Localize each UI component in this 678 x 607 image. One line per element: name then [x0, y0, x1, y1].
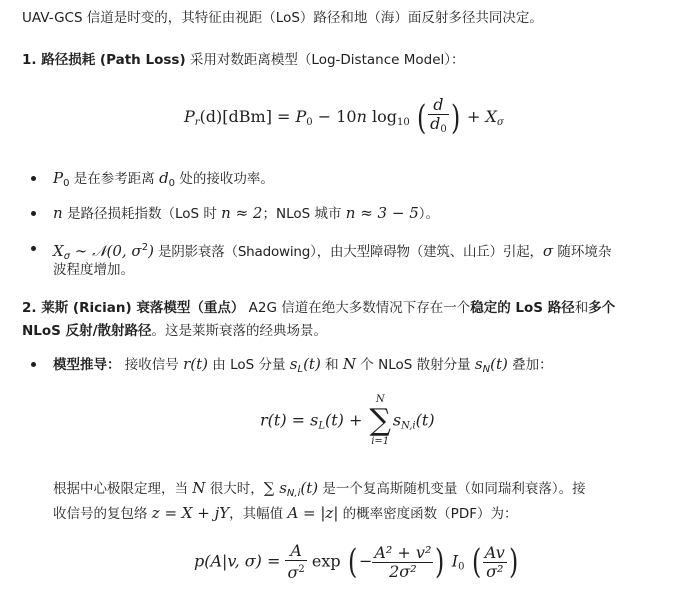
p-m4: A = |z|: [287, 504, 339, 522]
b2-math: n: [53, 204, 63, 222]
b1-text-a: 是在参考距离: [69, 171, 160, 187]
eq3-i-sub: 0: [458, 561, 465, 573]
section2-title: 2. 莱斯 (Rician) 衰落模型（重点）: [22, 300, 245, 316]
eq3-neg: −: [358, 551, 373, 571]
p-line2-a: 收信号的复包络: [53, 506, 152, 522]
p-m3: z = X + jY: [151, 504, 230, 522]
eq2-term-sub: N,i: [401, 420, 416, 432]
eq3-frac1: [285, 542, 306, 582]
b1-math: P: [53, 169, 64, 187]
b4-m2: s: [289, 355, 298, 373]
p-b: 很大时，: [205, 481, 264, 497]
p-c: 是一个复高斯随机变量（如同瑞利衰落）。接: [318, 481, 586, 497]
section2-strong2: 多个: [588, 300, 616, 316]
eq1-lhs-sub: r: [194, 117, 200, 128]
eq2-lhs: r(t) = s: [260, 410, 319, 430]
b4-m1: r(t): [183, 355, 208, 373]
eq1-log-sub: 10: [396, 117, 410, 128]
p-e: 的概率密度函数（PDF）为：: [338, 506, 518, 522]
b4-m4: s: [474, 355, 483, 373]
b3-math-sub: σ: [63, 251, 71, 262]
eq3-i: I: [451, 551, 459, 571]
p-m1: N: [192, 479, 206, 497]
eq3-f3-num: Av: [484, 542, 505, 562]
b2-math2: n ≈ 2: [221, 204, 263, 222]
eq1-p0: P: [295, 107, 307, 126]
bullet-p0: [53, 168, 274, 194]
clt-paragraph-cont: [53, 503, 517, 524]
eq1-num: d: [428, 96, 449, 115]
b3-math-sup: 2: [141, 242, 149, 253]
b4-text-a: 接收信号: [120, 357, 184, 373]
eq1-n: n: [356, 107, 367, 126]
signal-sum-equation: [260, 394, 435, 448]
b4-m4-rest: (t): [490, 355, 508, 373]
eq3-f1-num: A: [285, 542, 306, 561]
b4-m2-sub: L: [297, 364, 304, 375]
p-m2-rest: (t): [300, 479, 319, 497]
clt-paragraph: [53, 478, 586, 504]
b4-text-d: 个 NLoS 散射分量: [356, 357, 475, 373]
eq3-lhs: p(A|v, σ) =: [194, 551, 286, 571]
b1-math-sub: 0: [63, 178, 70, 189]
section1-desc: 采用对数距离模型（Log-Distance Model）：: [185, 52, 465, 68]
b1-math2-sub: 0: [168, 178, 176, 189]
b4-text-b: 由 LoS 分量: [208, 357, 290, 373]
eq1-x-sub: σ: [496, 117, 504, 128]
p-m2: ∑ s: [263, 479, 287, 497]
section2-heading: [22, 298, 615, 318]
b4-text-c: 和: [320, 357, 343, 373]
b2-math3: n ≈ 3 − 5: [345, 204, 419, 222]
eq2-lhs-rest: (t) +: [325, 410, 368, 430]
eq2-lhs-sub: L: [318, 420, 325, 432]
eq1-den: d: [430, 114, 441, 133]
bullet-shadowing-cont: [53, 260, 134, 280]
sum-operator: [370, 394, 391, 448]
intro-text: [22, 8, 543, 28]
eq1-den-sub: 0: [440, 124, 447, 135]
eq3-frac2: [372, 544, 433, 581]
section1-heading: [22, 50, 465, 70]
eq2-term-rest: (t): [415, 410, 435, 430]
b1-math2: d: [159, 169, 169, 187]
eq1-minus: − 10: [312, 107, 357, 126]
b1-text-b: 处的接收功率。: [175, 171, 274, 187]
b2-text-c: ）。: [418, 206, 439, 222]
eq1-x: X: [485, 107, 497, 126]
eq1-plus: +: [461, 107, 486, 126]
bullet-model-derivation: [53, 354, 553, 380]
bullet-dot: [31, 362, 36, 367]
eq3-f2-num: A² + v²: [374, 542, 432, 562]
b3-line2: 波程度增加。: [53, 262, 134, 278]
b3-math: X: [53, 242, 64, 260]
p-d: ，其幅值: [229, 506, 288, 522]
p-m2-sub: N,i: [286, 488, 301, 499]
sum-sigma: ∑: [369, 403, 391, 438]
sum-upper: N: [375, 394, 385, 405]
b2-text-a: 是路径损耗指数（LoS 时: [62, 206, 222, 222]
section2-mid: 和: [574, 300, 589, 316]
eq3-f1-den: σ: [287, 563, 299, 582]
b4-label: 模型推导：: [53, 357, 121, 373]
intro-sentence: UAV-GCS 信道是时变的，其特征由视距（LoS）路径和地（海）面反射多径共同决定。: [22, 10, 543, 26]
rician-pdf-equation: p(A|v, σ) = $\frac{A}{\sigma^2}$ exp ( − $\frac{\text{A² + v²}}{\text{2σ²}}$ ) I0 ( $\frac{Av}{\text{σ²}}$ ): [194, 541, 519, 582]
section2-line2-bold: NLoS 反射/散射路径: [22, 323, 152, 339]
eq1-log: log: [366, 107, 397, 126]
eq3-f2-den: 2σ²: [389, 561, 417, 581]
b3-math-end: ): [148, 242, 154, 260]
b4-m3: N: [342, 355, 357, 373]
b4-text-e: 叠加：: [507, 357, 553, 373]
b4-m2-rest: (t): [303, 355, 321, 373]
b3-text-b: 随环境杂: [553, 244, 612, 260]
bullet-dot: [31, 211, 36, 216]
section2-heading-cont: [22, 321, 327, 341]
p-a: 根据中心极限定理，当: [53, 481, 193, 497]
eq3-exp: exp: [306, 551, 341, 571]
eq1-fraction: [428, 96, 449, 139]
section1-title: 1. 路径损耗 (Path Loss): [22, 52, 186, 68]
eq2-term: s: [392, 410, 402, 430]
eq1-arg: (d)[dBm] =: [199, 107, 296, 126]
b4-m4-sub: N: [482, 364, 491, 375]
eq3-f1-den-sup: 2: [298, 564, 305, 575]
section2-desc: A2G 信道在绝大多数情况下存在一个: [244, 300, 471, 316]
path-loss-equation: $P_r(d)[dBm] = P0 - 10n$ log10 ( $\frac{d}{d0}$ ) + $X_\sigma$: [184, 95, 504, 138]
b3-math-rest: ∼ 𝒩(0, σ: [70, 242, 142, 260]
bullet-dot: [31, 176, 36, 181]
eq3-frac3: [483, 544, 507, 581]
b2-text-b: ；NLoS 城市: [262, 206, 346, 222]
eq1-p0-sub: 0: [306, 117, 313, 128]
section2-strong1: 稳定的 LoS 路径: [470, 300, 575, 316]
b3-math2: σ: [542, 242, 554, 260]
section2-line2-rest: 。这是莱斯衰落的经典场景。: [151, 323, 328, 339]
eq3-f3-den: σ²: [486, 561, 504, 581]
bullet-dot: [31, 246, 36, 251]
b3-text-a: 是阴影衰落（Shadowing），由大型障碍物（建筑、山丘）引起，: [153, 244, 543, 260]
bullet-n: [53, 203, 439, 224]
sum-lower: i=1: [371, 436, 390, 447]
bullet-shadowing: [53, 238, 611, 267]
eq1-lhs: P: [184, 107, 195, 126]
